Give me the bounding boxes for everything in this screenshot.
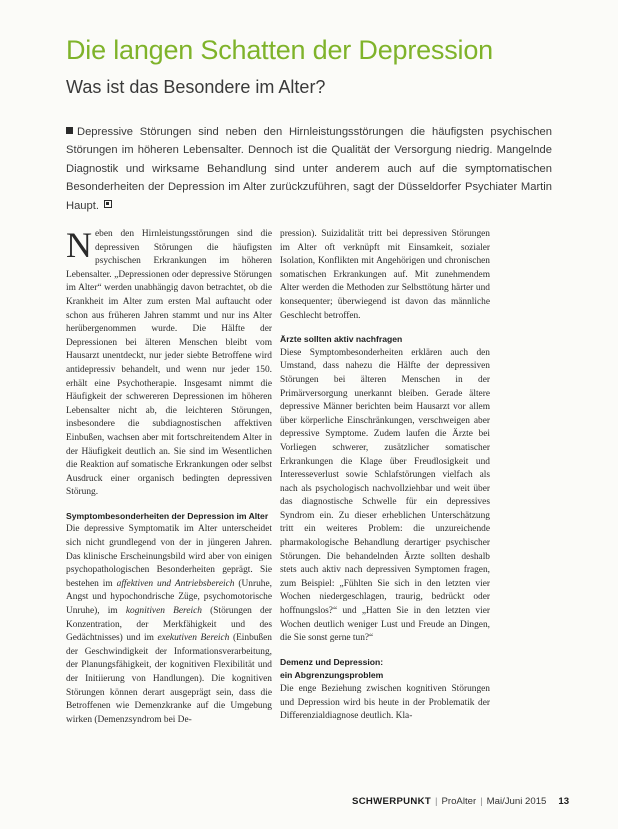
end-mark-icon (104, 200, 112, 208)
paragraph-symptoms (66, 523, 272, 727)
section-heading-doctors: Ärzte sollten aktiv nachfragen (280, 334, 403, 345)
section-heading-symptoms: Symptombesonderheiten der Depression im Alter (66, 510, 269, 521)
drop-cap: N (66, 225, 92, 265)
heading-line-2: ein Abgrenzungsproblem (280, 670, 384, 681)
article-subtitle: Was ist das Besondere im Alter? (66, 77, 326, 97)
article-lead (66, 123, 552, 215)
footer-separator: | (480, 796, 483, 807)
left-column (66, 225, 272, 727)
page-number: 13 (558, 796, 570, 807)
lead-text: Depressive Störungen sind neben den Hirnleistungsstörungen die häufigsten psychischen Störungen im höheren Lebensalter. Dennoch ist die Qualität der Versorgung niedrig. Mangelnde Diagnostik und wirksame Behandlung sind unter anderem auch auf die symptomatischen Besonderheiten der Depression im Alter zurückzuführen, sagt der Düsseldorfer Psychiater Martin Haupt. (66, 126, 552, 212)
emphasis-cognitive: kognitiven Bereich (125, 606, 202, 617)
right-column (280, 228, 490, 724)
symptoms-text-a: Die depressive Symptomatik im Alter unterscheidet sich nicht grundlegend von der in jüngeren Jahren. Das klinische Erscheinungsbild wird aber von einigen psychopathologischen Besonderheiten geprägt. Sie bestehen im (66, 524, 272, 589)
footer-section: SCHWERPUNKT (352, 796, 431, 807)
paragraph-suicidality: pression). Suizidalität tritt bei depressiven Störungen im Alter oft verknüpft mit Einsamkeit, sozialer Isolation, Konflikten mit Angehörigen und chronischen somatischen Erkrankungen auf. Mit zunehmendem Alter werden die Methoden zur Selbsttötung härter und konsequenter; überwiegend ist davon das männliche Geschlecht betroffen. (280, 229, 490, 321)
section-heading-dementia (280, 656, 490, 683)
page-footer (352, 796, 569, 808)
paragraph-doctors: Diese Symptombesonderheiten erklären auch den Umstand, dass nahezu die Hälfte der depressiven Störungen bei älteren Menschen in der Primärversorgung unerkannt bleiben. Gerade ältere depressive Männer berichten beim Hausarzt vor allem über körperliche Einschränkungen, verschweigen aber depressive Symptome. Zudem laufen die Ärzte bei Vorliegen schwerer, zusätzlicher somatischer Erkrankungen die Klage über Freudlosigkeit und Interesseverlust sowie Schlafstörungen vielfach als nach als psychologisch nachvollziehbar und weit über das diagnostische Schwelle für ein depressives Syndrom ein. Zu dieser erheblichen Unterschätzung tritt ein weiteres Problem: die unzureichende pharmakologische Behandlung derartiger psychischer Störungen. Die behandelnden Ärzte sollten deshalb stets auch aktiv nach depressiven Symptomen fragen, zum Beispiel: „Fühlten Sie sich in den letzten vier Wochen niedergeschlagen, traurig, bedrückt oder hoffnungslos?“ und „Hatten Sie in den letzten vier Wochen deutlich weniger Lust und Freude an Dingen, die Sie sonst gerne tun?“ (280, 347, 490, 644)
footer-separator: | (434, 796, 438, 807)
footer-issue: Mai/Juni 2015 (486, 796, 547, 807)
footer-magazine: ProAlter (441, 796, 477, 807)
symptoms-text-d: (Einbußen der Geschwindigkeit der Informationsverarbeitung, der Planungsfähigkeit, der kognitiven Flexibilität und der Initiierung von Handlungen). Die kognitiven Störungen können derart ausgeprägt sein, dass die Betroffenen wie Demenzkranke auf die Umgebung wirken (Demenzsyndrom bei De- (66, 633, 272, 725)
symptoms-text-b: (Unruhe, Angst und hypochondrische Züge, psychomotorische Unruhe), im (66, 578, 272, 617)
emphasis-executive: exekutiven Bereich (157, 633, 230, 644)
article-title: Die langen Schatten der Depression (66, 35, 493, 65)
emphasis-affective: affektiven und Antriebsbereich (116, 578, 235, 589)
bullet-square-icon (66, 127, 73, 134)
intro-text: eben den Hirnleistungsstörungen sind die depressiven Störungen die häufigsten psychischen Erkrankungen im höheren Lebensalter. „Depressionen oder depressive Störungen im Alter“ werden unabhängig davon betrachtet, ob die Krankheit im Alter zum ersten Mal auftaucht oder schon aus früheren Jahren stammt und nur ins Alter herübergenommen wurde. Die Hälfte der Depressionen bei älteren Menschen bleibt vom Hausarzt unentdeckt, nur jeder siebte Betroffene wird antidepressiv behandelt, und wenn nur jeder 150. erhält eine Psychotherapie. Insgesamt nimmt die Häufigkeit der schwereren Depressionen im höheren Lebensalter nicht ab, die leichteren Störungen, insbesondere die subdiagnostischen affektiven Einbußen, wachsen aber mit fortschreitendem Alter in der Häufigkeit deutlich an. Sie sind im Wesentlichen die Reaktion auf somatische Erkrankungen oder selbst Ausdruck einer organisch bedingten depressiven Störung. (66, 229, 272, 498)
paragraph-intro (66, 225, 272, 500)
paragraph-dementia: Die enge Beziehung zwischen kognitiven Störungen und Depression wird bis heute in der Problematik der Differenzialdiagnose deutlich. Kla- (280, 684, 490, 722)
heading-line-1: Demenz und Depression: (280, 656, 384, 667)
symptoms-text-c: (Störungen der Konzentration, der Merkfähigkeit und des Gedächtnisses) und im (66, 606, 272, 644)
